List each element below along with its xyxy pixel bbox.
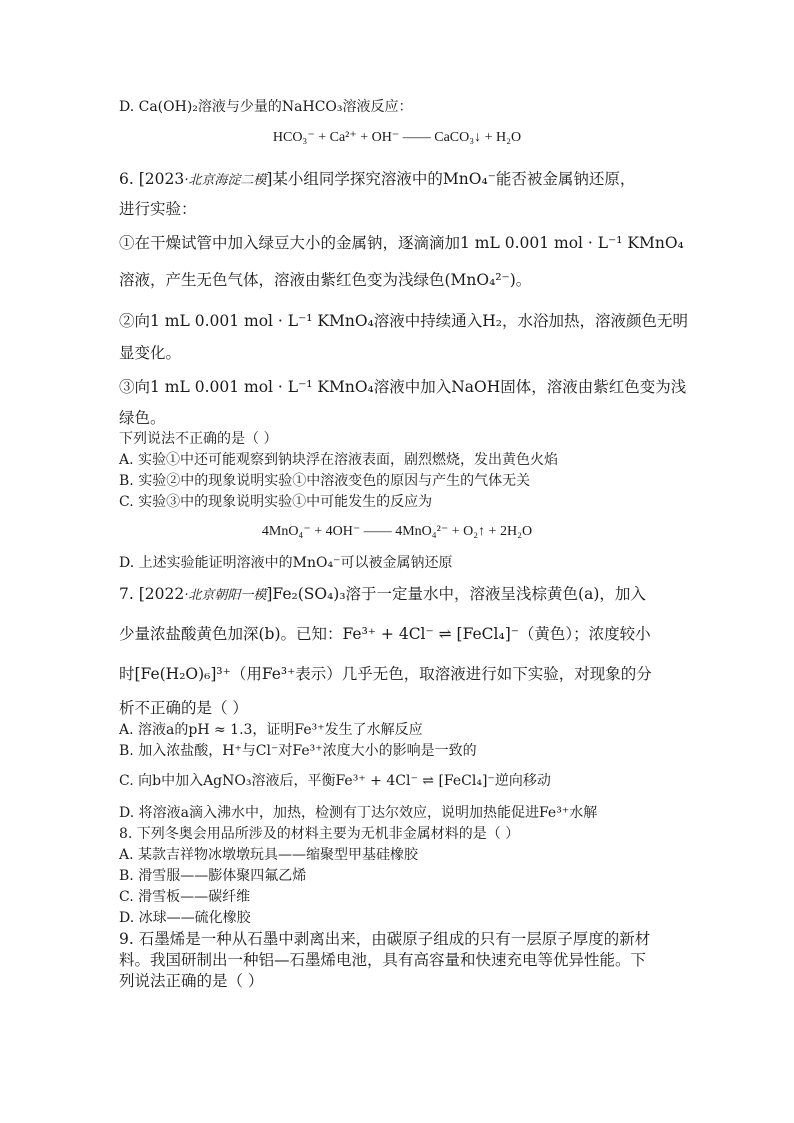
q8-option-a: A. 某款吉祥物冰墩墩玩具——缩聚型甲基硅橡胶 bbox=[119, 847, 419, 863]
q7-stem-line4: 析不正确的是（ ） bbox=[119, 699, 248, 717]
q7-source: ·北京朝阳一模 bbox=[184, 588, 267, 603]
q6-question: 下列说法不正确的是（ ） bbox=[119, 431, 278, 447]
q5-option-d: D. Ca(OH)₂溶液与少量的NaHCO₃溶液反应： bbox=[119, 99, 413, 115]
q9-stem-line3: 列说法正确的是（ ） bbox=[119, 972, 264, 990]
q6-experiment3-line1: ③向1 mL 0.001 mol · L⁻¹ KMnO₄溶液中加入NaOH固体，溶液由紫红色变为浅 bbox=[119, 378, 687, 396]
q8-stem: 8. 下列冬奥会用品所涉及的材料主要为无机非金属材料的是（ ） bbox=[119, 826, 520, 842]
q6-option-c-equation: 4MnO₄⁻ + 4OH⁻ —— 4MnO₄²⁻ + O₂↑ + 2H₂O bbox=[261, 524, 533, 539]
q6-option-b: B. 实验②中的现象说明实验①中溶液变色的原因与产生的气体无关 bbox=[119, 473, 531, 489]
q7-option-a: A. 溶液a的pH ≈ 1.3，证明Fe³⁺发生了水解反应 bbox=[119, 722, 423, 738]
q6-option-a: A. 实验①中还可能观察到钠块浮在溶液表面，剧烈燃烧，发出黄色火焰 bbox=[119, 452, 559, 468]
q5-option-d-equation: HCO₃⁻ + Ca²⁺ + OH⁻ —— CaCO₃↓ + H₂O bbox=[272, 130, 522, 145]
q7-option-d: D. 将溶液a滴入沸水中，加热，检测有丁达尔效应，说明加热能促进Fe³⁺水解 bbox=[119, 805, 598, 821]
q7-option-b: B. 加入浓盐酸，H⁺与Cl⁻对Fe³⁺浓度大小的影响是一致的 bbox=[119, 743, 477, 759]
q6-option-d: D. 上述实验能证明溶液中的MnO₄⁻可以被金属钠还原 bbox=[119, 555, 453, 571]
q7-stem-line1 bbox=[119, 584, 646, 606]
q7-stem-rest: ]Fe₂(SO₄)₃溶于一定量水中，溶液呈浅棕黄色(a)，加入 bbox=[266, 585, 646, 603]
q8-option-c: C. 滑雪板——碳纤维 bbox=[119, 889, 251, 905]
q6-experiment2-line1: ②向1 mL 0.001 mol · L⁻¹ KMnO₄溶液中持续通入H₂，水浴加热，溶液颜色无明 bbox=[119, 312, 688, 330]
q6-option-c: C. 实验③中的现象说明实验①中可能发生的反应为 bbox=[119, 494, 433, 510]
q6-number: 6. [2023 bbox=[119, 170, 185, 188]
q6-stem-line1 bbox=[119, 169, 635, 191]
q9-stem-line2: 料。我国研制出一种铝—石墨烯电池，具有高容量和快速充电等优异性能。下 bbox=[119, 951, 647, 969]
q8-option-d: D. 冰球——硫化橡胶 bbox=[119, 910, 251, 926]
q7-stem-line3: 时[Fe(H₂O)₆]³⁺（用Fe³⁺表示）几乎无色，取溶液进行如下实验，对现象的分 bbox=[119, 665, 652, 683]
q6-experiment2-line2: 显变化。 bbox=[119, 344, 182, 362]
q6-source: ·北京海淀二模 bbox=[184, 173, 267, 188]
q7-number: 7. [2022 bbox=[119, 585, 185, 603]
q9-stem-line1: 9. 石墨烯是一种从石墨中剥离出来，由碳原子组成的只有一层原子厚度的新材 bbox=[119, 930, 651, 948]
q8-option-b: B. 滑雪服——膨体聚四氟乙烯 bbox=[119, 868, 307, 884]
q6-stem-line2: 进行实验： bbox=[119, 200, 197, 218]
q7-stem-line2: 少量浓盐酸黄色加深(b)。已知：Fe³⁺ + 4Cl⁻ ⇌ [FeCl₄]⁻（黄色）；浓度较小 bbox=[119, 625, 651, 643]
q7-option-c: C. 向b中加入AgNO₃溶液后，平衡Fe³⁺ + 4Cl⁻ ⇌ [FeCl₄]⁻逆向移动 bbox=[119, 773, 551, 789]
q6-experiment1-line1: ①在干燥试管中加入绿豆大小的金属钠，逐滴滴加1 mL 0.001 mol · L⁻¹ KMnO₄ bbox=[119, 234, 684, 252]
q6-experiment3-line2: 绿色。 bbox=[119, 409, 166, 427]
q6-experiment1-line2: 溶液，产生无色气体，溶液由紫红色变为浅绿色(MnO₄²⁻)。 bbox=[119, 271, 532, 289]
q6-stem-rest: ]某小组同学探究溶液中的MnO₄⁻能否被金属钠还原， bbox=[266, 170, 636, 188]
